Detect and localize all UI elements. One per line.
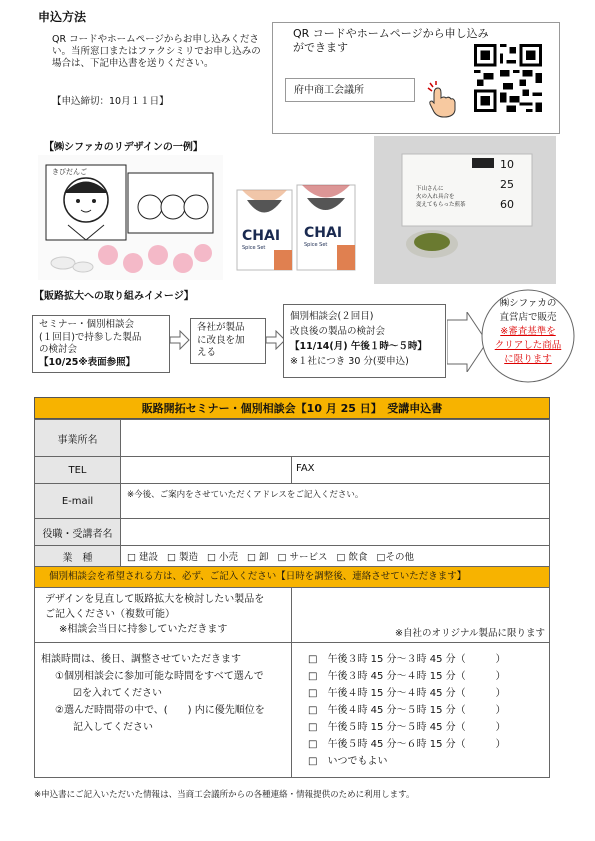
flow-step-1-line: (１回目)で持参した製品 <box>39 331 142 343</box>
industry-checkbox[interactable]: □ 建設 <box>127 552 158 563</box>
time-slot-checkbox[interactable]: □ いつでもよい <box>308 756 388 767</box>
flow-step-2-line: に改良を加 <box>197 334 245 346</box>
product-photo-tea <box>374 136 556 284</box>
redesign-heading: 【㈱シファカのリデザインの一例】 <box>44 142 203 153</box>
flow-step-1-line: の検討会 <box>39 344 78 355</box>
flow-step-3 <box>283 304 446 378</box>
organization-search-box: 府中商工会議所 <box>285 78 415 102</box>
product-label-chai-2: CHAI <box>304 225 343 241</box>
time-instruction-line: ②選んだ時間帯の中で、( ) 内に優先順位を <box>55 705 265 716</box>
flow-step-4-line: 直営店で販売 <box>499 312 557 323</box>
consult-banner: 個別相談会を希望される方は、必ず、ご記入ください【日時を調整後、連絡させていただきます】 <box>34 566 550 588</box>
product-note: ※自社のオリジナル製品に限ります <box>395 628 545 639</box>
attendee-label: 役職・受講者名 <box>34 518 121 546</box>
industry-checkbox[interactable]: □その他 <box>376 552 414 563</box>
tel-field[interactable] <box>120 456 292 484</box>
product-photo-kibidango <box>38 155 223 280</box>
time-slot-checkbox[interactable]: □ 午後４時 15 分～４時 45 分（ ） <box>308 688 506 699</box>
product-label-chai-1: CHAI <box>242 228 281 244</box>
flow-step-4-note: クリアした商品 <box>494 340 562 351</box>
time-slots <box>291 642 550 778</box>
product-field[interactable] <box>291 587 550 643</box>
time-slot-checkbox[interactable]: □ 午後５時 45 分～６時 15 分（ ） <box>308 739 506 750</box>
flow-step-4-line: ㈱シファカの <box>499 298 557 309</box>
product-question-line: デザインを見直して販路拡大を検討したい製品を <box>45 594 265 605</box>
industry-label: 業 種 <box>34 545 121 567</box>
flow-step-1-date: 【10/25※表面参照】 <box>39 356 136 368</box>
industry-checkbox[interactable]: □ 小売 <box>207 552 238 563</box>
time-instruction-line: 相談時間は、後日、調整させていただきます <box>41 654 241 665</box>
flow-step-1-line: セミナー・個別相談会 <box>39 319 135 330</box>
apply-instructions: QR コードやホームページからお申し込みください。当所窓口またはファクシミリでお申し込みの場合は、下記申込書を送りください。 <box>52 34 261 69</box>
industry-options <box>120 545 550 567</box>
hand-click-icon <box>424 80 460 118</box>
flow-step-1 <box>32 315 170 373</box>
qr-info-text: QR コードやホームページから申し込みができます <box>293 27 489 54</box>
product-label-kibidango: きびだんご <box>52 168 87 176</box>
flow-step-2-line: 各社が製品 <box>197 322 245 333</box>
flow-step-2-line: える <box>197 347 217 358</box>
company-label: 事業所名 <box>34 419 121 457</box>
tea-num-1: 10 <box>500 158 514 171</box>
tel-label: TEL <box>34 456 121 484</box>
email-label: E-mail <box>34 483 121 519</box>
apply-deadline: 【申込締切：10月１１日】 <box>52 96 169 107</box>
flow-step-4-note: に限ります <box>504 354 552 365</box>
flow-step-3-line: 改良後の製品の検討会 <box>290 326 386 337</box>
flow-step-3-date: 【11/14(月) 午後１時～５時】 <box>290 341 427 352</box>
form-title: 販路開拓セミナー・個別相談会【10 月 25 日】 受講申込書 <box>34 397 550 419</box>
qr-code-icon[interactable] <box>474 44 542 112</box>
tea-label-1: 下山さんに <box>416 186 444 192</box>
product-photo-chai <box>232 170 362 280</box>
time-slot-checkbox[interactable]: □ 午後５時 15 分～５時 45 分（ ） <box>308 722 506 733</box>
tea-num-3: 60 <box>500 198 514 211</box>
product-label-chai-1-sub: Spice Set <box>242 245 266 251</box>
time-slot-checkbox[interactable]: □ 午後３時 45 分～４時 15 分（ ） <box>308 671 506 682</box>
industry-checkbox[interactable]: □ 卸 <box>247 552 269 563</box>
company-field[interactable] <box>120 419 550 457</box>
time-instruction-line: 記入してください <box>73 722 153 733</box>
industry-checkbox[interactable]: □ 飲食 <box>336 552 368 563</box>
product-question-line: ご記入ください（複数可能） <box>45 609 175 620</box>
product-question <box>34 587 292 643</box>
flow-heading: 【販路拡大への取り組みイメージ】 <box>34 291 194 302</box>
flow-step-4 <box>484 297 572 367</box>
email-field[interactable] <box>120 483 550 519</box>
tea-label-2: 火の入れ具合を <box>416 194 455 200</box>
time-slot-checkbox[interactable]: □ 午後３時 15 分～３時 45 分（ ） <box>308 654 506 665</box>
privacy-footer: ※申込書にご記入いただいた情報は、当商工会議所からの各種連絡・情報提供のために利用します。 <box>34 790 415 800</box>
flow-step-4-note: ※審査基準を <box>500 326 556 337</box>
flow-step-3-note: ※１社につき 30 分(要申込) <box>290 356 409 367</box>
time-slot-checkbox[interactable]: □ 午後４時 45 分～５時 15 分（ ） <box>308 705 506 716</box>
flow-step-2 <box>190 318 266 364</box>
attendee-field[interactable] <box>120 518 550 546</box>
time-instruction-line: ☑を入れてください <box>73 688 162 699</box>
industry-checkbox[interactable]: □ サービス <box>277 552 328 563</box>
time-instruction-line: ①個別相談会に参加可能な時間をすべて選んで <box>55 671 264 682</box>
email-note: ※今後、ご案内をさせていただくアドレスをご記入ください。 <box>127 490 364 500</box>
industry-checkbox[interactable]: □ 製造 <box>167 552 198 563</box>
time-instructions <box>34 642 292 778</box>
product-question-note: ※相談会当日に持参していただきます <box>59 624 228 635</box>
product-label-chai-2-sub: Spice Set <box>304 242 328 248</box>
tea-num-2: 25 <box>500 178 514 191</box>
fax-label: FAX <box>291 456 550 484</box>
apply-heading: 申込方法 <box>38 10 87 24</box>
flow-step-3-line: 個別相談会(２回目) <box>290 311 374 322</box>
tea-label-3: 変えてもらった煎茶 <box>416 202 466 208</box>
arrow-icon <box>170 330 190 350</box>
